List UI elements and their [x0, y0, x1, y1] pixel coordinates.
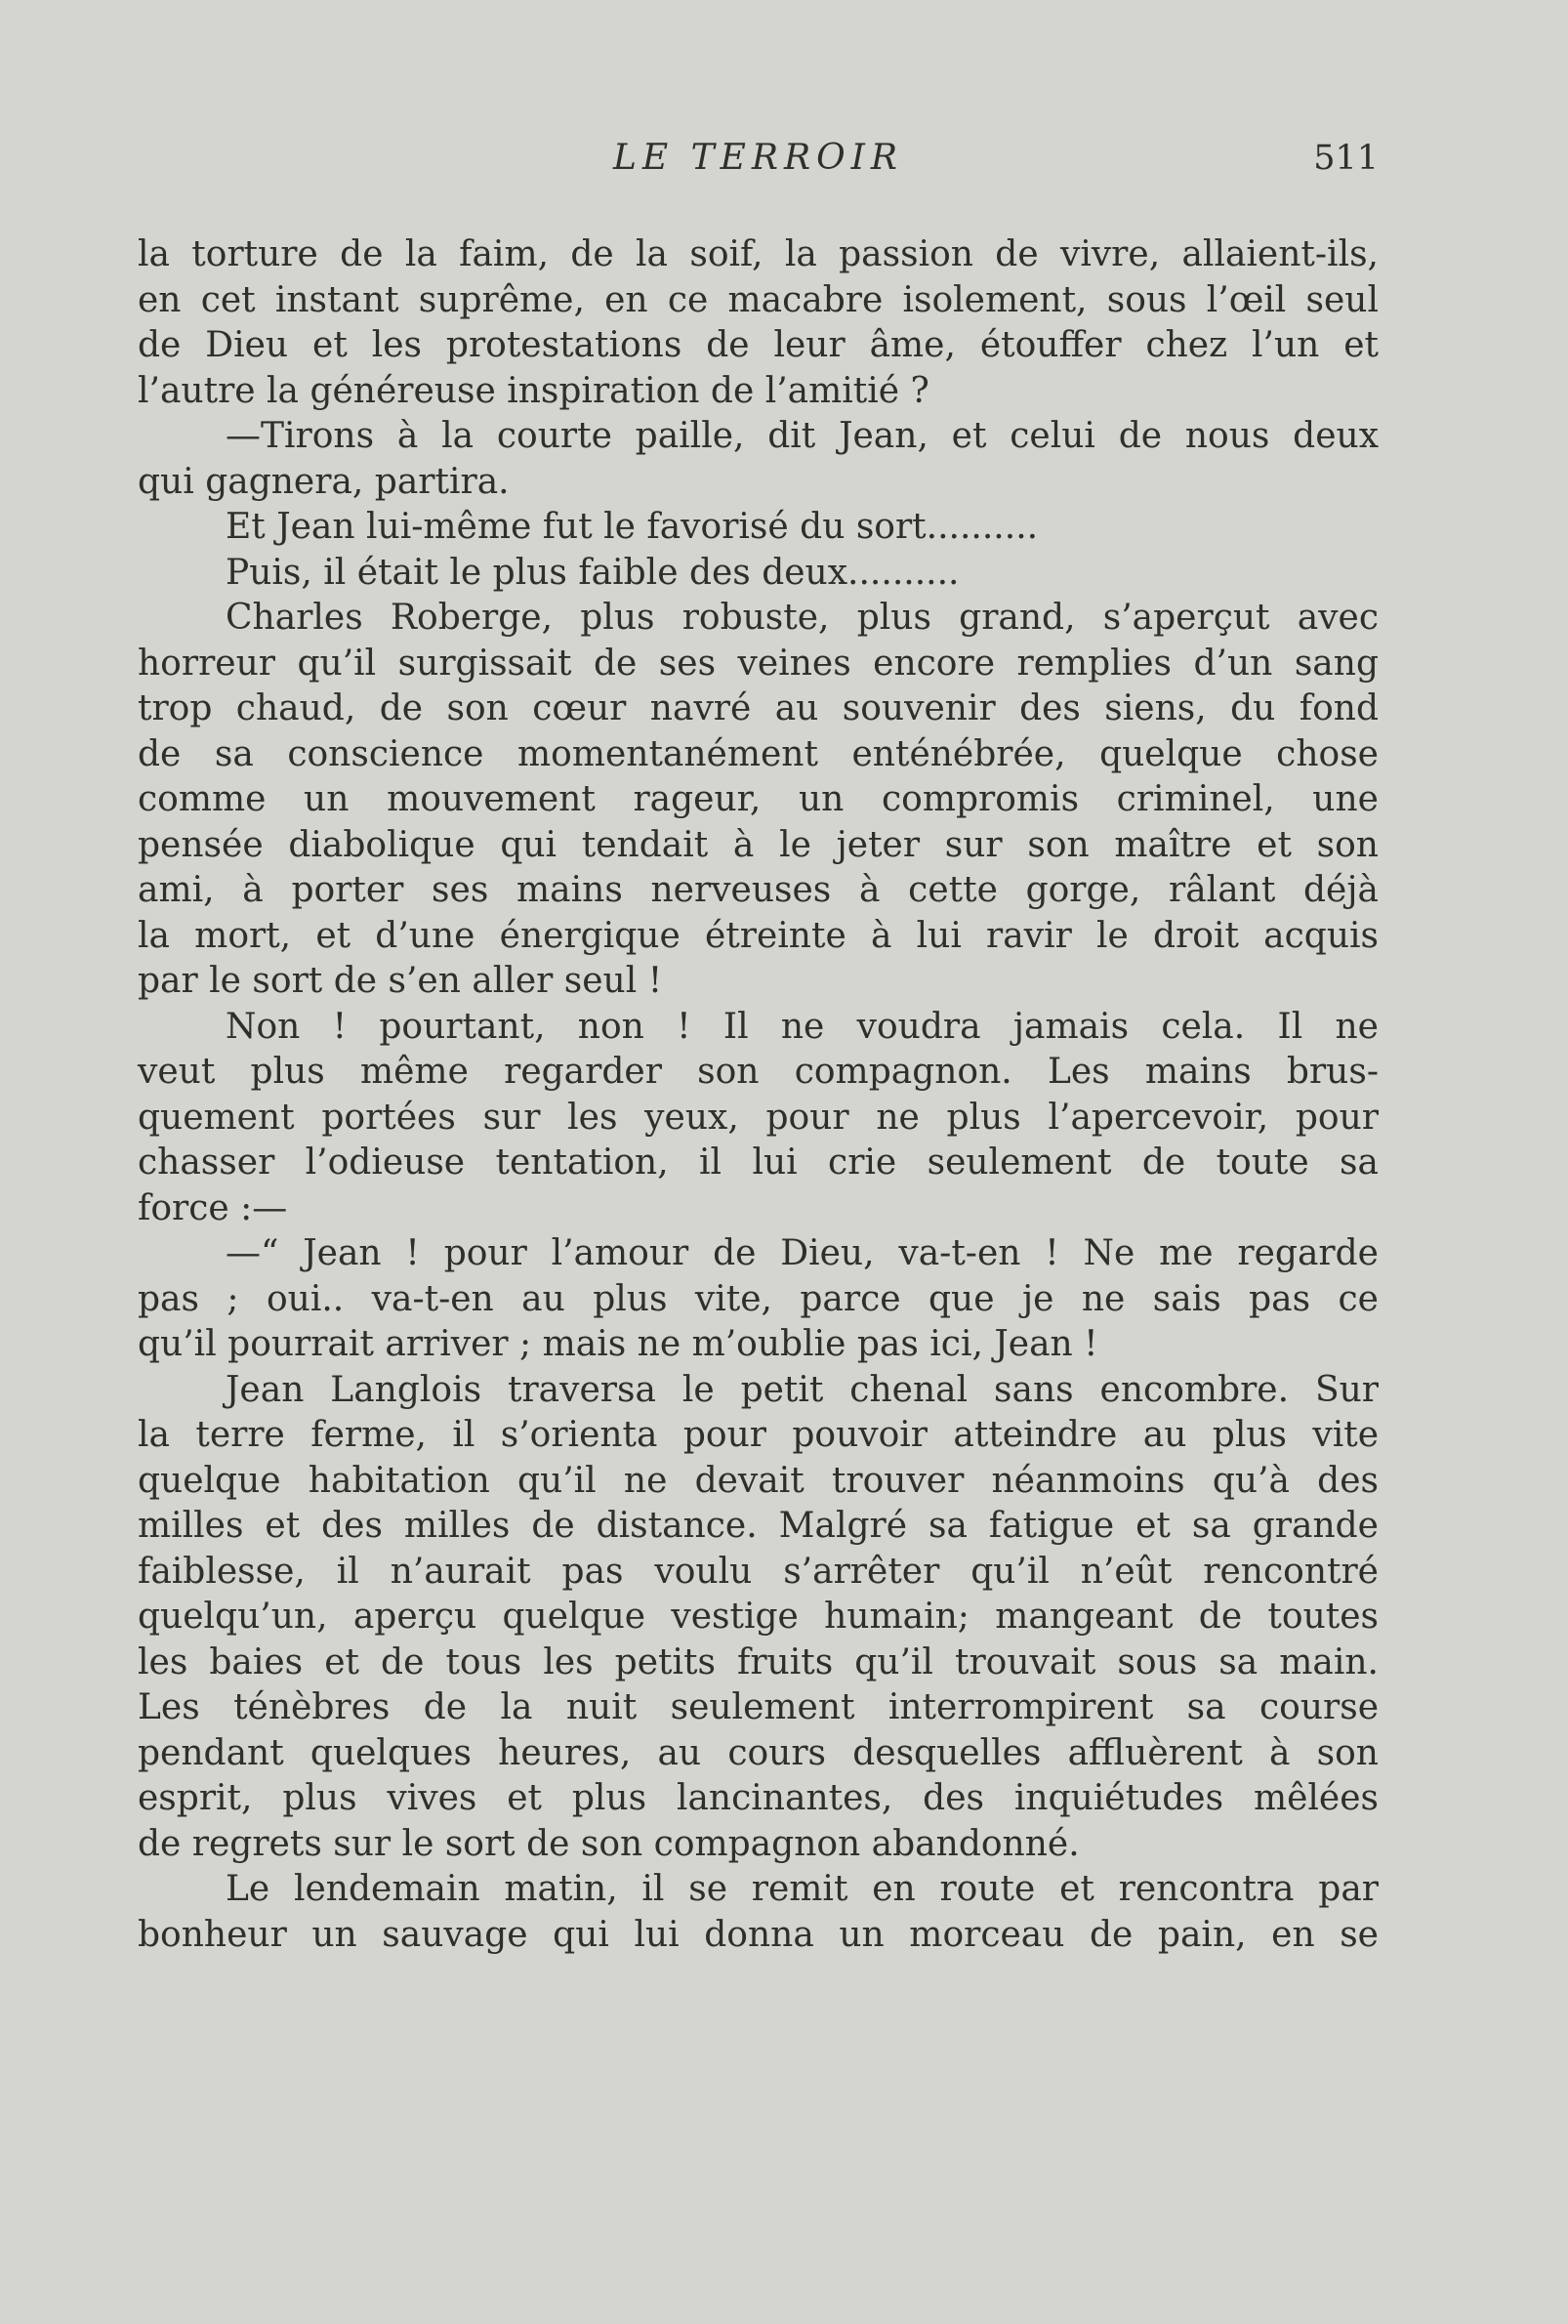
text-line: l’autre la généreuse inspiration de l’amitié ? [138, 370, 929, 411]
text-line: de sa conscience momentanément enténébrée, quelque chose [138, 733, 1379, 774]
running-header [138, 136, 1379, 181]
text-line: Puis, il était le plus faible des deux.......... [226, 552, 960, 593]
text-line: la mort, et d’une énergique étreinte à lui ravir le droit acquis [138, 915, 1379, 956]
text-line: —Tirons à la courte paille, dit Jean, et celui de nous deux [226, 416, 1379, 456]
text-line: force :— [138, 1187, 288, 1228]
text-line: Non ! pourtant, non ! Il ne voudra jamais cela. Il ne [226, 1006, 1379, 1047]
body-text [138, 232, 1379, 1958]
text-line: ami, à porter ses mains nerveuses à cette gorge, râlant déjà [138, 870, 1379, 910]
paragraph [138, 232, 1379, 414]
paragraph [138, 1005, 1379, 1232]
text-line: en cet instant suprême, en ce macabre isolement, sous l’œil seul [138, 279, 1379, 320]
text-line: chasser l’odieuse tentation, il lui crie seulement de toute sa [138, 1142, 1379, 1183]
text-line: de regrets sur le sort de son compagnon abandonné. [138, 1823, 1080, 1864]
text-line: —“ Jean ! pour l’amour de Dieu, va-t-en ! Ne me regarde [226, 1233, 1379, 1273]
text-line: quement portées sur les yeux, pour ne plus l’apercevoir, pour [138, 1097, 1379, 1138]
text-line: pas ; oui.. va-t-en au plus vite, parce que je ne sais pas ce [138, 1278, 1379, 1319]
paragraph [138, 551, 1379, 597]
paragraph [138, 505, 1379, 551]
paragraph [138, 1368, 1379, 1868]
text-line: Le lendemain matin, il se remit en route et rencontra par [226, 1869, 1379, 1909]
text-line: Les ténèbres de la nuit seulement interrompirent sa course [138, 1687, 1379, 1727]
text-line: qu’il pourrait arriver ; mais ne m’oublie pas ici, Jean ! [138, 1324, 1098, 1364]
paragraph [138, 1867, 1379, 1958]
text-line: quelqu’un, aperçu quelque vestige humain; mangeant de toutes [138, 1597, 1379, 1637]
paragraph [138, 414, 1379, 505]
running-title: LE TERROIR [613, 138, 903, 178]
text-line: esprit, plus vives et plus lancinantes, des inquiétudes mêlées [138, 1778, 1379, 1818]
text-line: bonheur un sauvage qui lui donna un morceau de pain, en se [138, 1914, 1379, 1955]
page-number: 511 [1313, 139, 1379, 178]
text-line: les baies et de tous les petits fruits qu’il trouvait sous sa main. [138, 1641, 1379, 1682]
text-line: qui gagnera, partira. [138, 461, 510, 502]
text-line: par le sort de s’en aller seul ! [138, 961, 663, 1001]
text-line: quelque habitation qu’il ne devait trouver néanmoins qu’à des [138, 1460, 1379, 1501]
text-line: trop chaud, de son cœur navré au souvenir des siens, du fond [138, 688, 1379, 728]
text-line: Charles Roberge, plus robuste, plus grand, s’aperçut avec [226, 598, 1379, 638]
paragraph [138, 1231, 1379, 1368]
text-line: la torture de la faim, de la soif, la passion de vivre, allaient-ils, [138, 234, 1379, 274]
text-line: Jean Langlois traversa le petit chenal sans encombre. Sur [226, 1369, 1379, 1410]
text-line: de Dieu et les protestations de leur âme, étouffer chez l’un et [138, 325, 1379, 365]
text-line: pendant quelques heures, au cours desquelles affluèrent à son [138, 1732, 1379, 1773]
text-line: veut plus même regarder son compagnon. Les mains brus- [138, 1052, 1379, 1092]
text-line: faiblesse, il n’aurait pas voulu s’arrêter qu’il n’eût rencontré [138, 1551, 1379, 1592]
text-line: horreur qu’il surgissait de ses veines encore remplies d’un sang [138, 643, 1379, 684]
text-line: milles et des milles de distance. Malgré sa fatigue et sa grande [138, 1506, 1379, 1546]
text-line: pensée diabolique qui tendait à le jeter sur son maître et son [138, 824, 1379, 865]
text-line: Et Jean lui-même fut le favorisé du sort.......... [226, 507, 1039, 547]
text-line: comme un mouvement rageur, un compromis criminel, une [138, 779, 1379, 819]
text-line: la terre ferme, il s’orienta pour pouvoir atteindre au plus vite [138, 1415, 1379, 1455]
paragraph [138, 596, 1379, 1005]
